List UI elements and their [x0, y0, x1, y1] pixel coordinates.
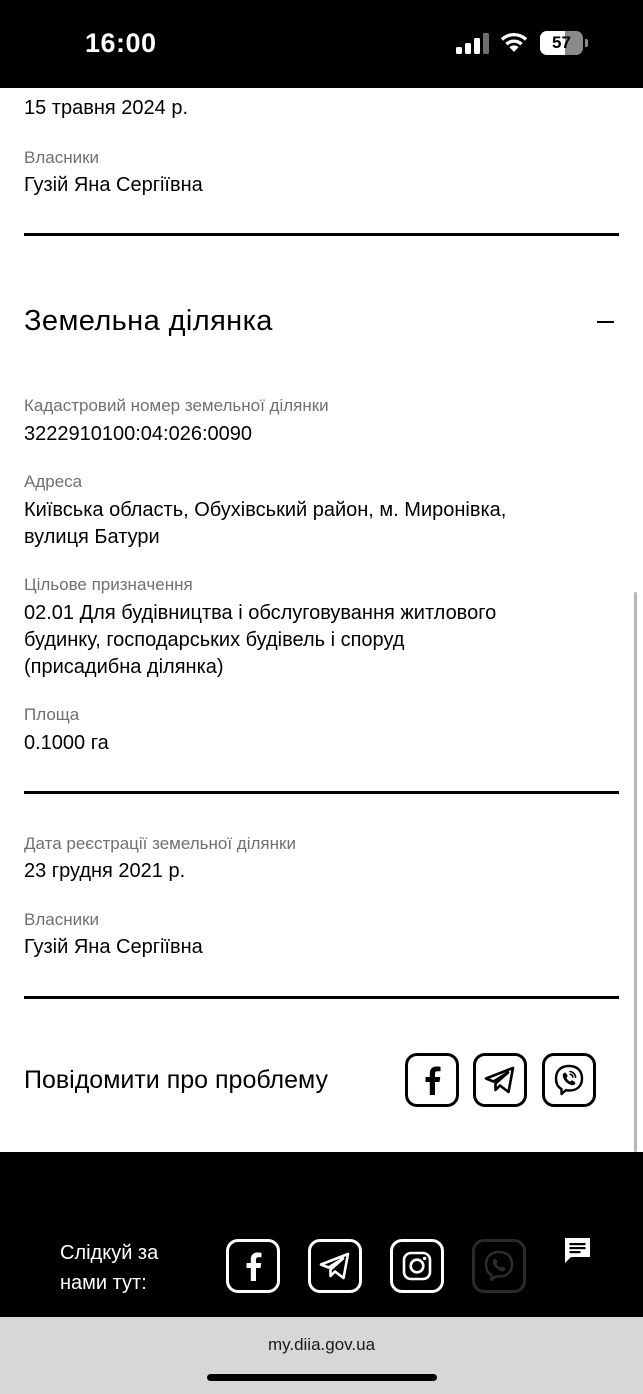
section-title: Земельна ділянка: [24, 305, 273, 337]
footer-viber-button[interactable]: [472, 1239, 526, 1293]
facebook-icon: [421, 1065, 443, 1095]
record-divider: [24, 791, 619, 794]
viber-icon: [482, 1249, 516, 1283]
battery-indicator: [540, 31, 588, 55]
site-footer: [0, 1152, 643, 1317]
browser-url-bar[interactable]: [0, 1317, 643, 1394]
home-indicator[interactable]: [207, 1374, 437, 1381]
footer-telegram-button[interactable]: [308, 1239, 362, 1293]
follow-us-line-1: Слідкуй за: [60, 1242, 159, 1264]
land-owners-label: Власники: [24, 910, 100, 929]
cadastral-value: 3222910100:04:026:0090: [24, 423, 253, 445]
url-text[interactable]: my.diia.gov.ua: [267, 1335, 376, 1354]
status-bar: [0, 0, 643, 88]
page-scrollbar[interactable]: [634, 592, 637, 1152]
address-line-1: Київська область, Обухівський район, м. Миронівка,: [24, 499, 507, 521]
wifi-icon: [499, 31, 529, 54]
land-owners-value: Гузій Яна Сергіївна: [24, 936, 203, 958]
owners-value: Гузій Яна Сергіївна: [24, 174, 203, 196]
collapse-button[interactable]: [590, 308, 620, 336]
purpose-line-1: 02.01 Для будівництва і обслуговування житлового: [24, 602, 497, 624]
report-facebook-button[interactable]: [405, 1053, 459, 1107]
report-problem-text: Повідомити про проблему: [24, 1066, 329, 1094]
address-label: Адреса: [24, 472, 83, 491]
instagram-icon: [401, 1250, 433, 1282]
battery-percent: 57: [552, 33, 571, 52]
minus-icon: [597, 321, 614, 323]
purpose-line-3: (присадибна ділянка): [24, 656, 224, 678]
status-time: 16:00: [85, 28, 157, 58]
section-divider: [24, 233, 619, 236]
owners-label: Власники: [24, 148, 100, 167]
area-value: 0.1000 га: [24, 732, 109, 754]
report-viber-button[interactable]: [542, 1053, 596, 1107]
chat-icon[interactable]: [562, 1235, 593, 1266]
cadastral-label: Кадастровий номер земельної ділянки: [24, 396, 329, 415]
address-line-2: вулиця Батури: [24, 526, 160, 548]
follow-us-text: [60, 1238, 158, 1298]
cellular-signal-icon: [456, 33, 490, 54]
section-divider-bottom: [24, 996, 619, 999]
follow-us-line-2: нами тут:: [60, 1272, 147, 1294]
report-telegram-button[interactable]: [473, 1053, 527, 1107]
record-date-value: 15 травня 2024 р.: [24, 97, 188, 119]
footer-facebook-button[interactable]: [226, 1239, 280, 1293]
viber-icon: [552, 1063, 586, 1097]
registration-date-value: 23 грудня 2021 р.: [24, 860, 186, 882]
purpose-label: Цільове признaчення: [24, 575, 193, 594]
area-label: Площа: [24, 705, 80, 724]
telegram-icon: [319, 1252, 351, 1280]
footer-instagram-button[interactable]: [390, 1239, 444, 1293]
registration-date-label: Дата реєстрації земельної ділянки: [24, 834, 296, 853]
purpose-line-2: будинку, господарських будівель і споруд: [24, 629, 405, 651]
facebook-icon: [242, 1251, 264, 1281]
telegram-icon: [484, 1066, 516, 1094]
